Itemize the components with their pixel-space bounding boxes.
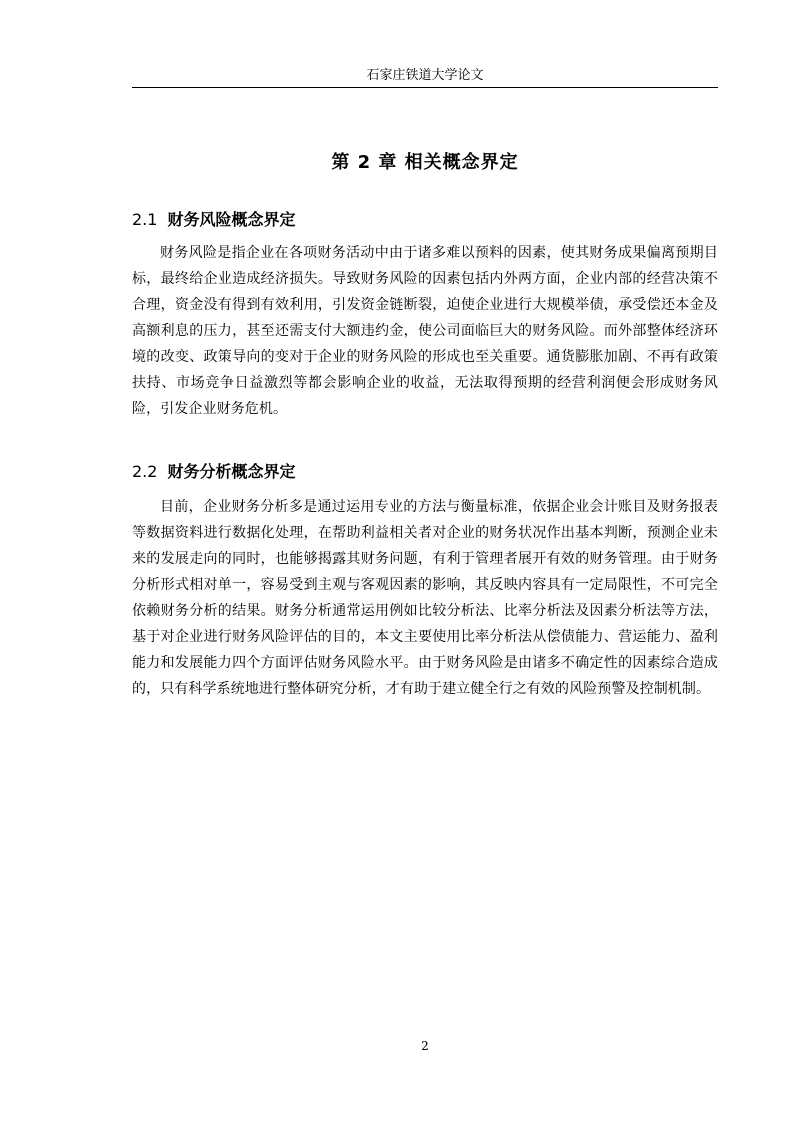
section-heading-2-1 [132,208,718,232]
section-title: 财务风险概念界定 [167,210,296,229]
page-number: 2 [421,1039,429,1053]
section-number: 2.1 [132,210,158,229]
page-header: 石家庄铁道大学论文 [132,66,718,88]
section-paragraph-financial-risk: 财务风险是指企业在各项财务活动中由于诸多难以预料的因素，使其财务成果偏离预期目标，最终给企业造成经济损失。导致财务风险的因素包括内外两方面，企业内部的经营决策不合理，资金没有得到有效利用，引发资金链断裂，迫使企业进行大规模举债，承受偿还本金及高额利息的压力，甚至还需支付大额违约金，使公司面临巨大的财务风险。而外部整体经济环境的改变、政策导向的变对于企业的财务风险的形成也至关重要。通货膨胀加剧、不再有政策扶持、市场竞争日益激烈等都会影响企业的收益，无法取得预期的经营利润便会形成财务风险，引发企业财务危机。 [132,245,718,417]
section-title: 财务分析概念界定 [167,462,296,481]
section-paragraph-financial-analysis: 目前，企业财务分析多是通过运用专业的方法与衡量标准，依据企业会计账目及财务报表等数据资料进行数据化处理，在帮助利益相关者对企业的财务状况作出基本判断，预测企业未来的发展走向的同时，也能够揭露其财务问题，有利于管理者展开有效的财务管理。由于财务分析形式相对单一，容易受到主观与客观因素的影响，其反映内容具有一定局限性，不可完全依赖财务分析的结果。财务分析通常运用例如比较分析法、比率分析法及因素分析法等方法，基于对企业进行财务风险评估的目的，本文主要使用比率分析法从偿债能力、营运能力、盈利能力和发展能力四个方面评估财务风险水平。由于财务风险是由诸多不确定性的因素综合造成的，只有科学系统地进行整体研究分析，才有助于建立健全行之有效的风险预警及控制机制。 [132,499,718,697]
chapter-title: 第 2 章 相关概念界定 [331,152,519,173]
section-heading-2-2 [132,460,718,484]
section-number: 2.2 [132,462,158,481]
